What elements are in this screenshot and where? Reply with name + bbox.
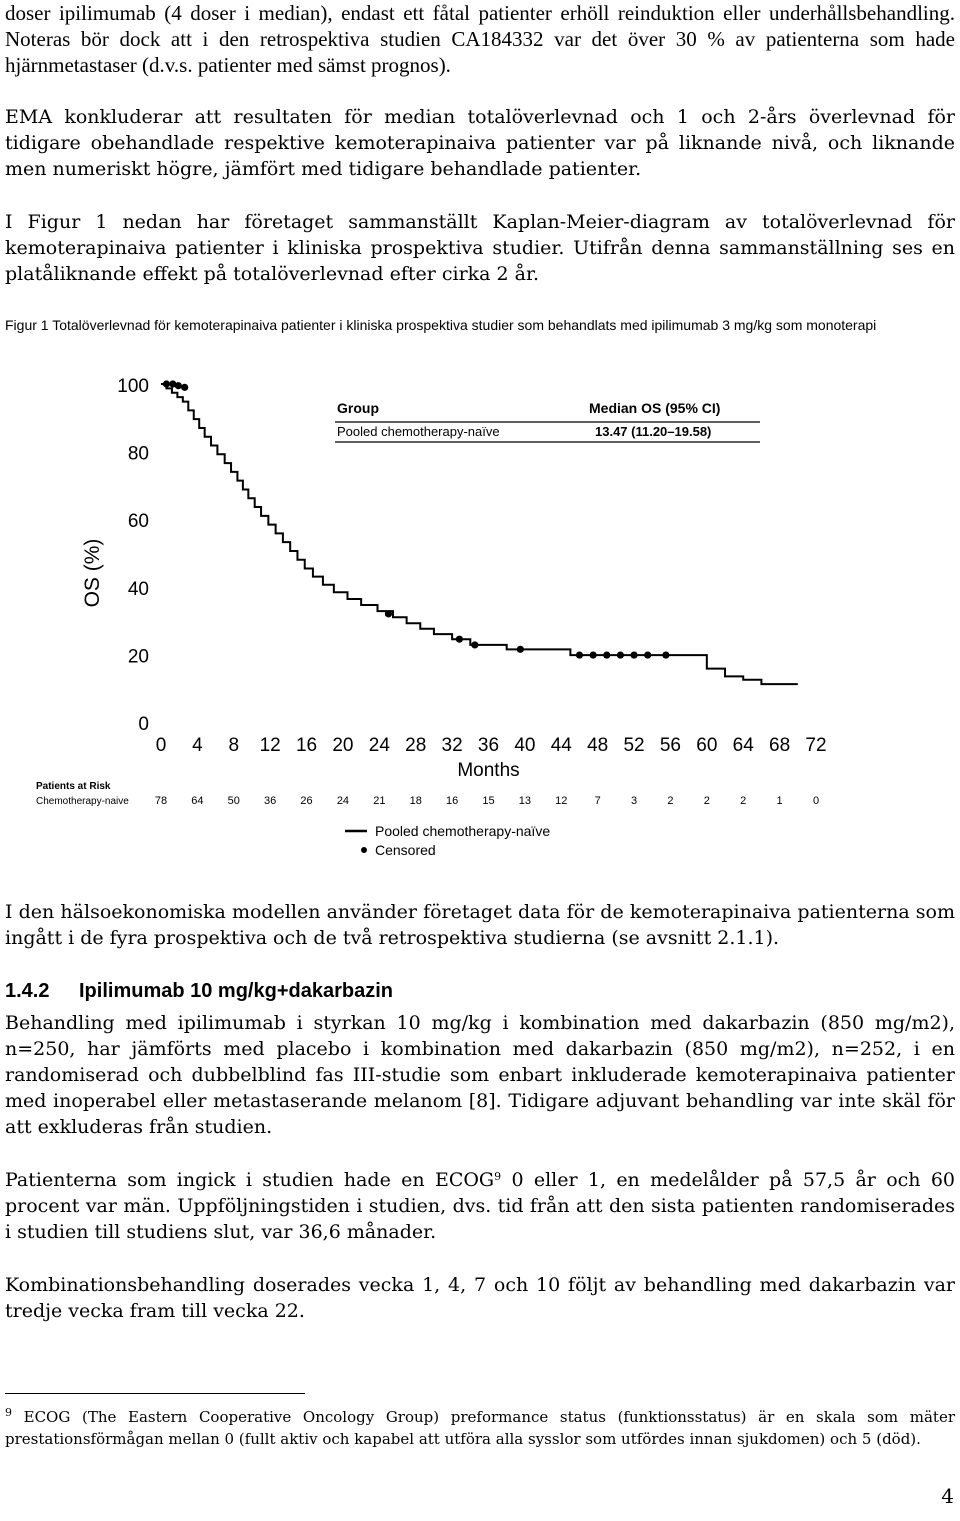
paragraph-2: EMA konkluderar att resultaten för median totalöverlevnad och 1 och 2-års överlevnad för tidigare obehandlade respektive kemoterapinaiva patienter var på liknande nivå, och liknande men numeriskt högre, jämfört med tidigare behandlade patienter.	[5, 106, 955, 180]
x-tick-label: 0	[155, 735, 167, 756]
censored-point	[617, 651, 624, 658]
risk-table-value: 2	[703, 795, 710, 807]
censored-point	[385, 610, 392, 617]
figure-caption: Figur 1 Totalöverlevnad för kemoterapinaiva patienter i kliniska prospektiva studier som behandlats med ipilimumab 3 mg/kg som monoterapi	[5, 317, 877, 333]
kaplan-meier-chart	[0, 360, 960, 870]
footnote-marker: 9	[5, 1406, 12, 1419]
paragraph-6	[5, 1167, 955, 1245]
x-tick-label: 12	[259, 735, 281, 756]
censored-point	[590, 651, 597, 658]
x-tick-label: 24	[368, 735, 390, 756]
risk-table-value: 12	[555, 795, 568, 807]
risk-table-value: 3	[630, 795, 638, 807]
x-tick-label: 60	[696, 735, 718, 756]
y-axis-label: OS (%)	[81, 538, 104, 608]
y-tick-label: 40	[127, 578, 149, 600]
risk-table-value: 13	[518, 795, 532, 807]
risk-table-value: 36	[264, 795, 277, 807]
x-axis-label: Months	[457, 760, 520, 781]
footnote	[5, 1406, 955, 1450]
censored-point	[471, 641, 478, 648]
paragraph-5: Behandling med ipilimumab i styrkan 10 mg/kg i kombination med dakarbazin (850 mg/m2), n=250, har jämförts med placebo i kombination med dakarbazin (850 mg/m2), n=252, i en randomiserad och dubbelblind fas III-studie som enbart inkluderade kemoterapinaiva patienter med inoperabel eller metastaserande melanom [8]. Tidigare adjuvant behandling var inte skäl för att exkluderas från studien.	[5, 1012, 955, 1138]
risk-table-title: Patients at Risk	[36, 781, 111, 792]
x-tick-label: 72	[805, 735, 827, 756]
censored-point	[630, 651, 637, 658]
x-tick-label: 56	[659, 735, 682, 756]
paragraph-6-text-a: Patienterna som ingick i studien hade en ECOG	[5, 1169, 495, 1191]
median-table-row-median: 13.47 (11.20–19.58)	[595, 424, 712, 439]
chart-median-table	[335, 400, 760, 442]
risk-table-value: 26	[300, 795, 313, 807]
y-tick-label: 80	[127, 443, 149, 465]
y-tick-label: 60	[127, 511, 149, 533]
risk-table-value: 2	[740, 795, 747, 807]
censored-point	[456, 636, 463, 643]
section-number: 1.4.2	[5, 980, 50, 1002]
section-heading	[5, 978, 393, 1004]
risk-table-value: 64	[191, 795, 204, 807]
censored-point	[603, 651, 610, 658]
median-table-header-group: Group	[337, 400, 379, 416]
footnote-divider	[5, 1393, 305, 1394]
censored-point	[181, 384, 188, 391]
paragraph-7: Kombinationsbehandling doserades vecka 1, 4, 7 och 10 följt av behandling med dakarbazin var tredje vecka fram till vecka 22.	[5, 1274, 955, 1322]
legend-label-censored: Censored	[375, 842, 436, 858]
page-number: 4	[941, 1484, 954, 1508]
median-table-row-group: Pooled chemotherapy-naïve	[337, 424, 500, 439]
paragraph-6-text-b: 0 eller 1, en medelålder på 57,5 år och 60 procent var män. Uppföljningstiden i studien, dvs. tid från att den sista patienten randomiserades i studien till studiens slut, var 36,6 månader.	[5, 1169, 956, 1243]
risk-table-value: 7	[594, 795, 601, 807]
x-tick-label: 32	[441, 735, 463, 756]
y-tick-label: 20	[127, 646, 149, 668]
censored-point	[163, 380, 170, 387]
legend-label-series: Pooled chemotherapy-naïve	[375, 823, 551, 839]
x-tick-label: 16	[295, 735, 318, 756]
risk-table-value: 16	[445, 795, 459, 807]
paragraph-1: doser ipilimumab (4 doser i median), endast ett fåtal patienter erhöll reinduktion eller underhållsbehandling. Noteras bör dock att i den retrospektiva studien CA184332 var det över 30 % av patienterna som hade hjärnmetastaser (d.v.s. patienter med sämst prognos).	[5, 1, 955, 77]
x-tick-label: 28	[405, 735, 427, 756]
x-tick-label: 44	[550, 735, 572, 756]
risk-table-value: 21	[373, 795, 386, 807]
footnote-text: ECOG (The Eastern Cooperative Oncology Group) preformance status (funktionsstatus) är en skala som mäter prestationsförmågan mellan 0 (fullt aktiv och kapabel att utföra alla sysslor som utfördes innan sjukdomen) och 5 (död).	[5, 1408, 955, 1448]
risk-table-value: 78	[154, 795, 168, 807]
x-tick-label: 68	[769, 735, 791, 756]
x-tick-label: 52	[623, 735, 645, 756]
x-tick-label: 4	[192, 735, 203, 756]
x-tick-label: 40	[514, 735, 536, 756]
risk-table-value: 50	[227, 795, 240, 807]
x-tick-label: 8	[228, 735, 240, 756]
risk-table-value: 15	[482, 795, 495, 807]
paragraph-4: I den hälsoekonomiska modellen använder företaget data för de kemoterapinaiva patienterna som ingått i de fyra prospektiva och de två retrospektiva studierna (se avsnitt 2.1.1).	[5, 901, 955, 949]
risk-table-value: 0	[812, 795, 820, 807]
censored-point	[576, 651, 583, 658]
section-title: Ipilimumab 10 mg/kg+dakarbazin	[79, 980, 393, 1002]
median-table-header-median: Median OS (95% CI)	[589, 400, 721, 416]
censored-point	[644, 651, 651, 658]
legend-dot-swatch	[361, 847, 367, 853]
y-tick-label: 0	[138, 714, 149, 735]
x-tick-label: 64	[732, 735, 754, 756]
chart-legend	[345, 823, 550, 858]
chart-risk-table	[36, 781, 819, 807]
paragraph-3: I Figur 1 nedan har företaget sammanställt Kaplan-Meier-diagram av totalöverlevnad för kemoterapinaiva patienter i kliniska prospektiva studier. Utifrån denna sammanställning ses en platåliknande effekt på totalöverlevnad efter cirka 2 år.	[5, 211, 955, 285]
x-tick-label: 20	[332, 735, 354, 756]
y-tick-label: 100	[117, 376, 149, 397]
footnote-ref: 9	[494, 1170, 502, 1183]
risk-table-value: 24	[336, 795, 350, 807]
risk-table-value: 1	[776, 795, 783, 807]
censored-point	[517, 646, 524, 653]
x-tick-label: 36	[477, 735, 500, 756]
censored-point	[662, 651, 669, 658]
risk-table-value: 2	[667, 795, 674, 807]
risk-table-value: 18	[409, 795, 422, 807]
risk-table-label: Chemotherapy-naive	[36, 796, 129, 807]
x-tick-label: 48	[587, 735, 609, 756]
censored-point	[175, 382, 182, 389]
